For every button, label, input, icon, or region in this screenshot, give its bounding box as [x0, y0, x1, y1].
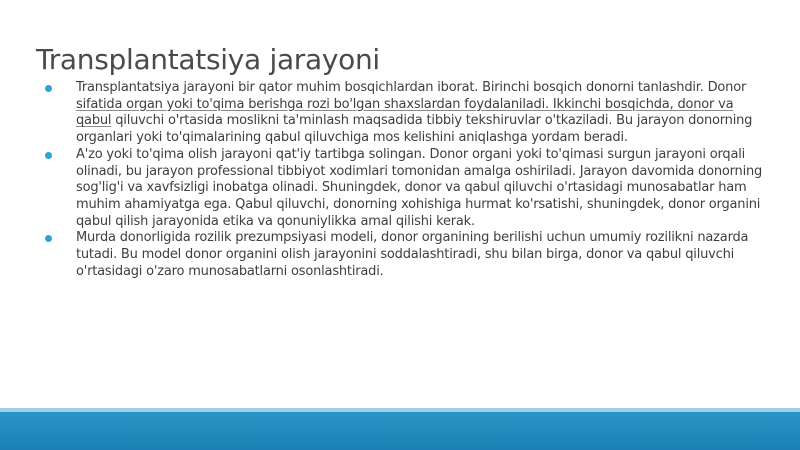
bullet-dot-icon: [45, 235, 52, 242]
bullet-dot-icon: [45, 85, 52, 92]
underlined-text: sifatida organ yoki to'qima berishga rozi bo'lgan shaxslardan foydalaniladi. Ikkinchi bosqichda, donor va qabul: [76, 96, 734, 129]
bullet-item: [44, 230, 764, 280]
bullet-item: [44, 147, 764, 231]
bullet-text-part: qiluvchi o'rtasida moslikni ta'minlash maqsadida tibbiy tekshiruvlar o'tkaziladi. Bu jarayon donorning organlari yoki to'qimalarining qabul qiluvchiga mos kelishini aniqlashga yordam beradi.: [76, 113, 753, 146]
bullet-list: [44, 80, 764, 280]
footer-bar: [0, 412, 800, 450]
bullet-text: Murda donorligida rozilik prezumpsiyasi modeli, donor organining berilishi uchun umumiy rozilikni nazarda tutadi. Bu model donor organini olish jarayonini soddalashtiradi, shu bilan birga, donor va qabul qiluvchi o'rtasidagi o'zaro munosabatlarni osonlashtiradi.: [76, 230, 749, 279]
slide-title: Transplantatsiya jarayoni: [36, 43, 380, 76]
bullet-text-part: Transplantatsiya jarayoni bir qator muhim bosqichlardan iborat. Birinchi bosqich donorni tanlashdir. Donor: [76, 80, 747, 95]
bullet-dot-icon: [45, 152, 52, 159]
bullet-text: A'zo yoki to'qima olish jarayoni qat'iy tartibga solingan. Donor organi yoki to'qimasi surgun jarayoni orqali olinadi, bu jarayon professional tibbiyot xodimlari tomonidan amalga oshiriladi. Jarayon davomida donorning sog'lig'i va xavfsizligi inobatga olinadi. Shuningdek, donor va qabul qiluvchi o'rtasidagi munosabatlar ham muhim ahamiyatga ega. Qabul qiluvchi, donorning xohishiga hurmat ko'rsatishi, shuningdek, donor organini qabul qilish jarayonida etika va qonuniylikka amal qilishi kerak.: [76, 146, 763, 229]
bullet-item: [44, 80, 764, 147]
